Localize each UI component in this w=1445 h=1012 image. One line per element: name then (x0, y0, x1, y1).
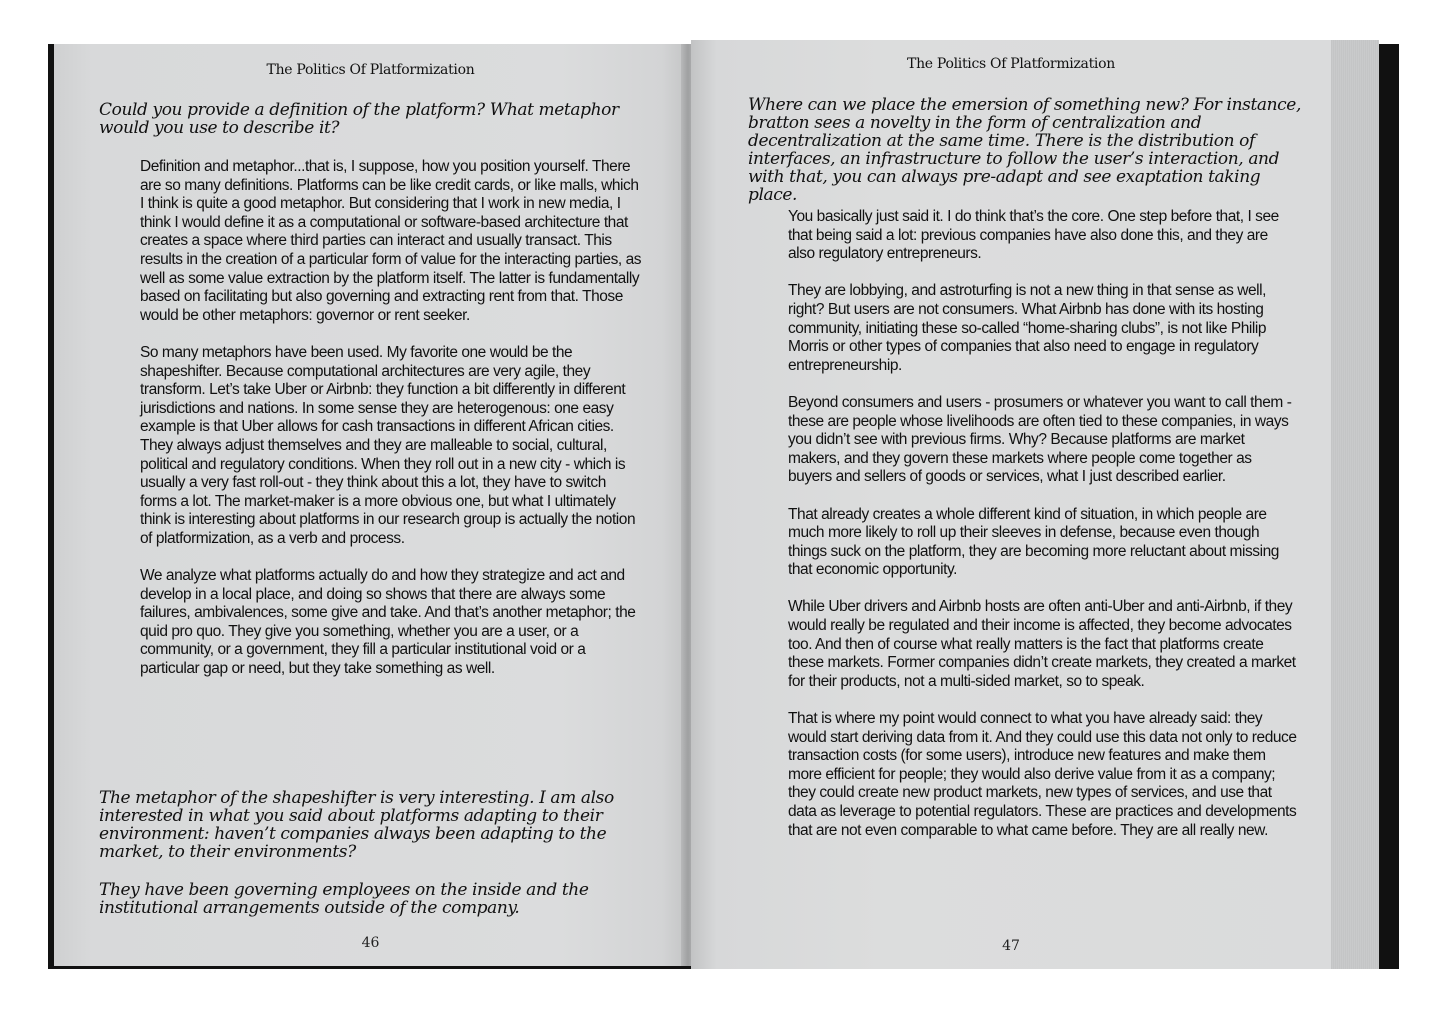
interview-question-4: Where can we place the emersion of something new? For instance, bratton sees a novelty in the form of centralization and decentralization at the same time. There is the distribution of interfaces, an infrastructure to follow the user’s interaction, and with that, you can always pre-adapt and see exaptation taking place. (748, 95, 1301, 205)
running-head-left: The Politics Of Platformization (266, 62, 475, 78)
answer-paragraph: That is where my point would connect to what you have already said: they would start deriving data from it. And they could use this data not only to reduce transaction costs (for some users), introduce new features and make them more efficient for people; they would also derive value from it as a company; they could create new product markets, new types of services, and use that data as leverage to potential regulators. These are practices and developments that are not even comparable to what came before. They are all really new. (788, 710, 1297, 839)
left-page (54, 44, 687, 966)
answer-paragraph: Beyond consumers and users - prosumers or whatever you want to call them - these are people whose livelihoods are often tied to these companies, in ways you didn’t see with previous firms. Why? Because platforms are market makers, and they govern these markets where people come together as buyers and sellers of goods or services, what I just described earlier. (788, 393, 1292, 486)
right-page (691, 40, 1331, 969)
page-number-left: 46 (361, 935, 380, 951)
answer-paragraph: They are lobbying, and astroturfing is not a new thing in that sense as well, right? But users are not consumers. What Airbnb has done with its hosting community, initiating these so-called “home-sharing clubs”, is not like Philip Morris or other types of companies that also need to engage in regulatory entrepreneurship. (788, 282, 1267, 374)
running-head-right: The Politics Of Platformization (907, 56, 1115, 72)
interview-question-3: They have been governing employees on the inside and the institutional arrangements outside of the company. (99, 880, 589, 918)
page-edges (1331, 40, 1379, 969)
answer-paragraph: That already creates a whole different kind of situation, in which people are much more likely to roll up their sleeves in defense, because even though things suck on the platform, they are becoming more reluctant about missing that economic opportunity. (788, 505, 1279, 579)
open-book (48, 44, 1399, 969)
answer-block-left (140, 158, 645, 697)
answer-paragraph: While Uber drivers and Airbnb hosts are often anti-Uber and anti-Airbnb, if they would really be regulated and their income is affected, they become advocates too. And then of course what really matters is the fact that platforms create these markets. Former companies didn’t create markets, they created a market for their products, not a multi-sided market, so to speak. (788, 598, 1296, 690)
interview-question-2: The metaphor of the shapeshifter is very interesting. I am also interested in what you said about platforms adapting to their environment: haven’t companies always been adapting to the market, to their environments? (99, 788, 614, 862)
answer-paragraph: Definition and metaphor...that is, I suppose, how you position yourself. There are so many definitions. Platforms can be like credit cards, or like malls, which I think is quite a good metaphor. But considering that I work in new media, I think I would define it as a computational or software-based architecture that creates a space where third parties can interact and usually transact. This results in the creation of a particular form of value for the interacting parties, as well as some value extraction by the platform itself. The latter is fundamentally based on facilitating but also governing and extracting rent from that. Those would be other metaphors: governor or rent seeker. (140, 158, 642, 324)
answer-paragraph: We analyze what platforms actually do and how they strategize and act and develop in a local place, and doing so shows that there are always some failures, ambivalences, some give and take. And that’s another metaphor; the quid pro quo. They give you something, whether you are a user, or a community, or a government, they fill a particular institutional void or a particular gap or need, but they take something as well. (140, 567, 636, 678)
answer-paragraph: So many metaphors have been used. My favorite one would be the shapeshifter. Because computational architectures are very agile, they transform. Let’s take Uber or Airbnb: they function a bit differently in different jurisdictions and nations. In some sense they are heterogenous: one easy example is that Uber allows for cash transactions in different African cities. They always adjust themselves and they are malleable to social, cultural, political and regulatory conditions. When they roll out in a new city - which is usually a very fast roll-out - they think about this a lot, they have to switch forms a lot. The market-maker is a more obvious one, but what I ultimately think is interesting about platforms in our research group is actually the notion of platformization, as a verb and process. (140, 343, 636, 547)
answer-paragraph: You basically just said it. I do think that’s the core. One step before that, I see that being said a lot: previous companies have also done this, and they are also regulatory entrepreneurs. (788, 208, 1279, 263)
interview-question-1: Could you provide a definition of the platform? What metaphor would you use to describe it? (99, 100, 619, 138)
page-number-right: 47 (1002, 938, 1020, 954)
answer-block-right (788, 208, 1298, 859)
